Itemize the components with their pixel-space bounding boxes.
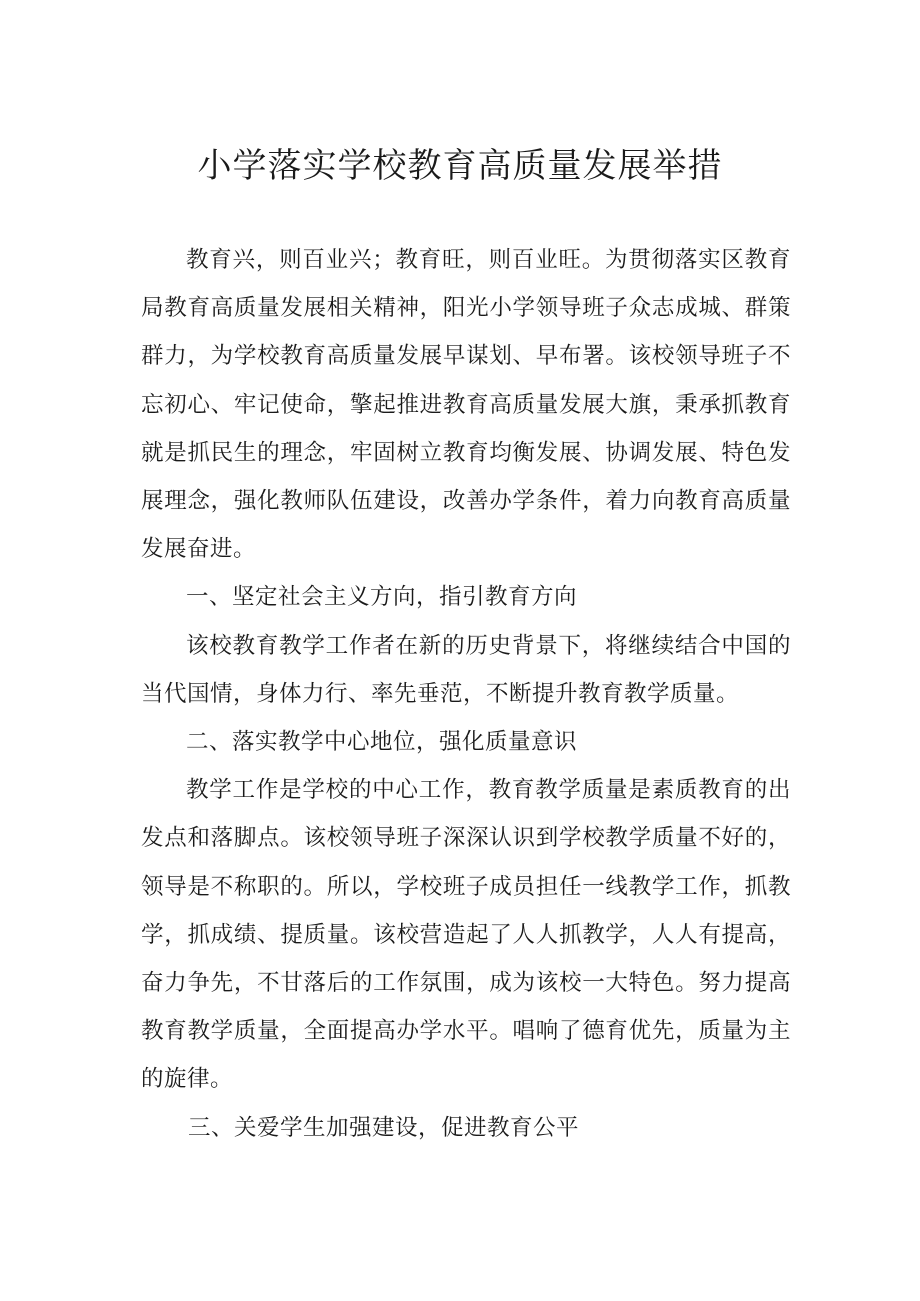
section-2-paragraph: 教学工作是学校的中心工作，教育教学质量是素质教育的出发点和落脚点。该校领导班子深深认识到学校教学质量不好的，领导是不称职的。所以，学校班子成员担任一线教学工作，抓教学，抓成绩、提质量。该校营造起了人人抓教学，人人有提高，奋力争先，不甘落后的工作氛围，成为该校一大特色。努力提高教育教学质量，全面提高办学水平。唱响了德育优先，质量为主的旋律。 — [141, 777, 791, 1093]
section-1-paragraph: 该校教育教学工作者在新的历史背景下，将继续结合中国的当代国情，身体力行、率先垂范，不断提升教育教学质量。 — [141, 632, 791, 707]
document-title: 小学落实学校教育高质量发展举措 — [197, 146, 723, 186]
section-heading-2: 二、落实教学中心地位，强化质量意识 — [186, 729, 578, 756]
section-heading-1: 一、坚定社会主义方向，指引教育方向 — [186, 584, 578, 611]
document-body — [141, 236, 791, 1152]
section-heading-3: 三、关爱学生加强建设，促进教育公平 — [188, 1114, 580, 1141]
intro-paragraph: 教育兴，则百业兴；教育旺，则百业旺。为贯彻落实区教育局教育高质量发展相关精神，阳光小学领导班子众志成城、群策群力，为学校教育高质量发展早谋划、早布署。该校领导班子不忘初心、牢记使命，擎起推进教育高质量发展大旗，秉承抓教育就是抓民生的理念，牢固树立教育均衡发展、协调发展、特色发展理念，强化教师队伍建设，改善办学条件，着力向教育高质量发展奋进。 — [141, 247, 791, 563]
